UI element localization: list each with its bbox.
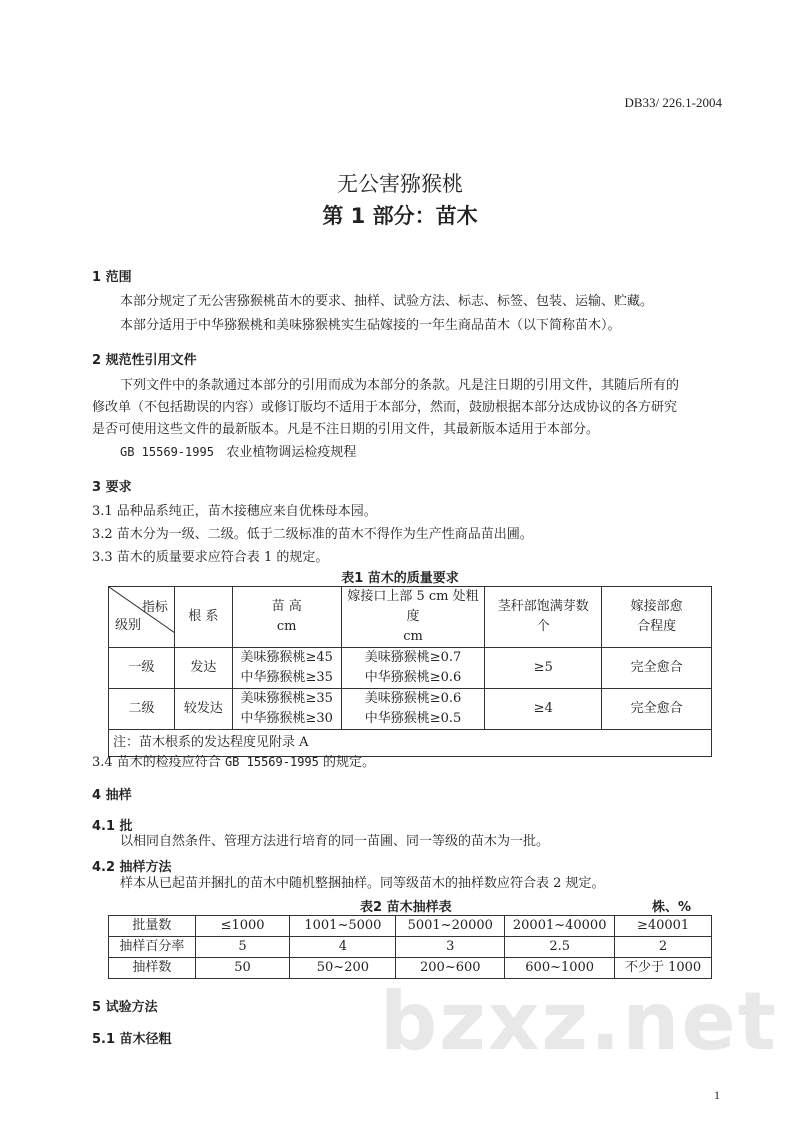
table-row: [109, 648, 712, 689]
thickness-cell: 美味猕猴桃≥0.6 中华猕猴桃≥0.5: [341, 689, 485, 730]
section-2-line-1: 下列文件中的条款通过本部分的引用而成为本部分的条款。凡是注日期的引用文件，其随后所有的: [120, 378, 680, 393]
table-cell: 3: [396, 937, 505, 958]
header-healing: 嫁接部愈 合程度: [602, 587, 712, 648]
table-cell: 20001~40000: [505, 916, 615, 937]
table-cell: 600~1000: [505, 958, 615, 979]
thickness-cell: 美味猕猴桃≥0.7 中华猕猴桃≥0.6: [341, 648, 485, 689]
table-1-caption: 表1 苗木的质量要求: [341, 571, 459, 586]
section-2-line-2: 修改单（不包括勘误的内容）或修订版均不适用于本部分，然而，鼓励根据本部分达成协议的各方研究: [92, 400, 678, 415]
page-number: 1: [714, 1088, 720, 1102]
header-buds: 茎秆部饱满芽数 个: [485, 587, 602, 648]
normative-reference: [120, 442, 356, 463]
table-row: [109, 937, 712, 958]
grade-cell: 二级: [109, 689, 175, 730]
table-2-unit: 株、%: [652, 900, 692, 915]
document-title: 无公害猕猴桃: [337, 172, 463, 196]
healing-cell: 完全愈合: [602, 648, 712, 689]
table-cell: 5: [195, 937, 290, 958]
clause-3-4: 3.4 苗木的检疫应符合 GB 15569-1995 的规定。: [92, 755, 376, 770]
header-height: 苗 高 cm: [232, 587, 341, 648]
section-2-heading: 2 规范性引用文件: [92, 353, 197, 368]
diagonal-header-top: 指标: [141, 600, 168, 615]
table-cell: 50: [195, 958, 290, 979]
height-cell: 美味猕猴桃≥45 中华猕猴桃≥35: [232, 648, 341, 689]
root-cell: 较发达: [174, 689, 232, 730]
buds-cell: ≥5: [485, 648, 602, 689]
grade-cell: 一级: [109, 648, 175, 689]
section-1-paragraph-2: 本部分适用于中华猕猴桃和美味猕猴桃实生砧嫁接的一年生商品苗木（以下简称苗木）。: [120, 318, 621, 333]
row-header: 抽样数: [109, 958, 196, 979]
quality-requirements-table: [108, 586, 712, 757]
table-cell: 4: [290, 937, 396, 958]
reference-code: GB 15569-1995: [120, 445, 214, 459]
table-cell: 1001~5000: [290, 916, 396, 937]
sampling-table: [108, 915, 712, 979]
healing-cell: 完全愈合: [602, 689, 712, 730]
table-2-caption: 表2 苗木抽样表: [360, 900, 452, 915]
table-cell: 2: [615, 937, 712, 958]
section-1-heading: 1 范围: [92, 270, 132, 285]
document-number: DB33/ 226.1-2004: [624, 95, 722, 110]
row-header: 抽样百分率: [109, 937, 196, 958]
row-header: 批量数: [109, 916, 196, 937]
diagonal-header-bottom: 级别: [115, 618, 142, 633]
clause-3-2: 3.2 苗木分为一级、二级。低于二级标准的苗木不得作为生产性商品苗出圃。: [92, 527, 533, 542]
table-cell: 不少于 1000: [615, 958, 712, 979]
height-cell: 美味猕猴桃≥35 中华猕猴桃≥30: [232, 689, 341, 730]
section-4-heading: 4 抽样: [92, 788, 132, 803]
section-2-line-3: 是否可使用这些文件的最新版本。凡是不注日期的引用文件，其最新版本适用于本部分。: [92, 422, 600, 437]
clause-4-2-text: 样本从已起苗并捆扎的苗木中随机整捆抽样。同等级苗木的抽样数应符合表 2 规定。: [120, 876, 605, 891]
table-cell: ≤1000: [195, 916, 290, 937]
clause-4-1-text: 以相同自然条件、管理方法进行培育的同一苗圃、同一等级的苗木为一批。: [120, 834, 550, 849]
diagonal-header-cell: [109, 587, 175, 648]
clause-3-3: 3.3 苗木的质量要求应符合表 1 的规定。: [92, 550, 329, 565]
section-5-heading: 5 试验方法: [92, 1000, 158, 1015]
clause-4-2-heading: 4.2 抽样方法: [92, 860, 172, 875]
section-3-heading: 3 要求: [92, 480, 132, 495]
clause-3-1: 3.1 品种品系纯正，苗木接穗应来自优株母本园。: [92, 504, 377, 519]
table-note: 注：苗木根系的发达程度见附录 A: [109, 730, 712, 757]
table-row: [109, 916, 712, 937]
root-cell: 发达: [174, 648, 232, 689]
clause-4-1-heading: 4.1 批: [92, 819, 133, 834]
reference-title: 农业植物调运检疫规程: [226, 445, 357, 460]
table-row: [109, 689, 712, 730]
clause-5-1-heading: 5.1 苗木径粗: [92, 1032, 172, 1047]
document-subtitle: 第 1 部分：苗木: [322, 204, 478, 228]
table-header-row: [109, 587, 712, 648]
table-cell: 2.5: [505, 937, 615, 958]
table-cell: ≥40001: [615, 916, 712, 937]
table-cell: 50~200: [290, 958, 396, 979]
section-1-paragraph-1: 本部分规定了无公害猕猴桃苗木的要求、抽样、试验方法、标志、标签、包装、运输、贮藏。: [120, 294, 654, 309]
header-root: 根 系: [174, 587, 232, 648]
table-cell: 5001~20000: [396, 916, 505, 937]
watermark: bzxz.net: [380, 975, 778, 1068]
table-cell: 200~600: [396, 958, 505, 979]
buds-cell: ≥4: [485, 689, 602, 730]
header-thickness: 嫁接口上部 5 cm 处粗度 cm: [341, 587, 485, 648]
